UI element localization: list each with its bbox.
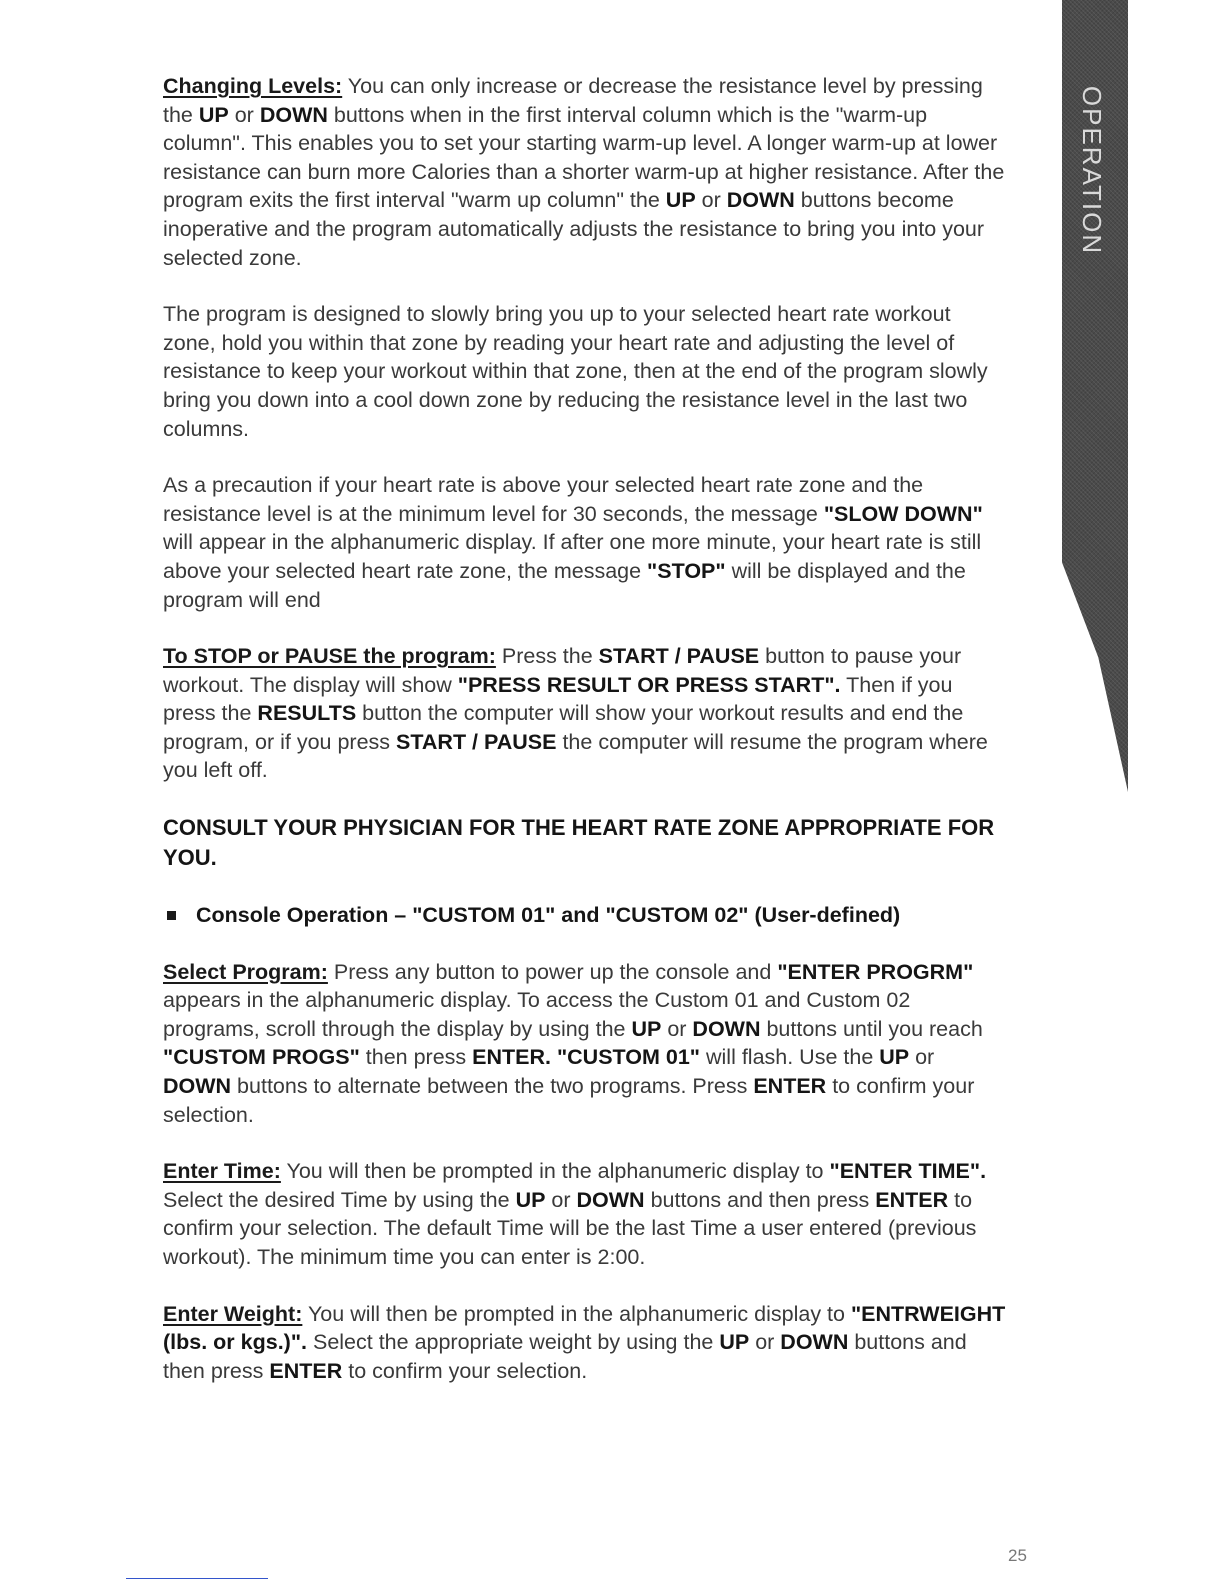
side-tab: [1064, 70, 1120, 270]
bold-run: "ENTER PROGRM": [777, 959, 974, 984]
bold-run: "ENTER TIME".: [829, 1159, 987, 1184]
bold-run: START / PAUSE: [396, 729, 557, 754]
text-run: You will then be prompted in the alphanumeric display to: [280, 1159, 830, 1184]
bold-run: UP: [719, 1330, 750, 1355]
console-operation-heading-text: Console Operation – "CUSTOM 01" and "CUSTOM 02" (User-defined): [196, 903, 901, 928]
text-run: to confirm your selection.: [342, 1358, 588, 1383]
paragraph-program-design: The program is designed to slowly bring you up to your selected heart rate workout zone, hold you within that zone by reading your heart rate and adjusting the level of resistance to keep your workout within that zone, then at the end of the program slowly bring you down into a cool down zone by reducing the resistance level in the last two columns.: [163, 302, 988, 441]
text-run: or: [661, 1016, 693, 1041]
bold-run: "CUSTOM PROGS": [163, 1045, 360, 1070]
bold-run: START / PAUSE: [598, 644, 760, 669]
text-run: will appear in the alphanumeric display. If after one more minute, your heart rate is still above your selected heart rate zone, the message: [163, 530, 982, 583]
bold-run: "STOP": [647, 558, 726, 583]
paragraph-changing-levels: [163, 72, 1008, 272]
bold-run: DOWN: [163, 1074, 232, 1099]
page-body: [163, 72, 1008, 1385]
side-tab-label: OPERATION: [1077, 85, 1108, 255]
text-run: As a precaution if your heart rate is above your selected heart rate zone and the resistance level is at the minimum level for 30 seconds, the message: [163, 473, 924, 526]
bold-run: DOWN: [259, 102, 328, 127]
page-number: 25: [1008, 1546, 1027, 1565]
heading-stop-pause: To STOP or PAUSE the program:: [163, 644, 496, 669]
bold-run: UP: [879, 1045, 910, 1070]
text-run: or: [228, 102, 260, 127]
text-run: Then if you press the: [163, 672, 953, 726]
console-operation-heading: [163, 901, 1008, 930]
text-run: Press any button to power up the console and: [327, 959, 778, 984]
text-run: then press: [359, 1045, 473, 1070]
text-run: to confirm your selection.: [163, 1074, 975, 1127]
heading-enter-weight: Enter Weight:: [163, 1301, 303, 1326]
bold-run: RESULTS: [257, 701, 357, 726]
bold-run: UP: [631, 1016, 662, 1041]
bold-run: "SLOW DOWN": [823, 501, 983, 526]
bold-run: "ENTRWEIGHT (lbs. or kgs.)".: [163, 1301, 1006, 1355]
bold-run: UP: [515, 1187, 546, 1212]
bold-run: ENTER: [753, 1074, 827, 1099]
text-run: button to pause your workout. The display will show: [163, 644, 962, 697]
paragraph-enter-weight: [163, 1300, 1008, 1386]
square-bullet-icon: [167, 911, 176, 920]
text-run: Select the desired Time by using the: [163, 1187, 516, 1212]
text-run: buttons to alternate between the two programs. Press: [231, 1074, 754, 1099]
bold-run: "PRESS RESULT OR PRESS START".: [457, 672, 841, 697]
heading-changing-levels: Changing Levels:: [163, 74, 343, 98]
bold-run: DOWN: [780, 1330, 849, 1355]
text-run: buttons and then press: [644, 1187, 876, 1212]
paragraph-stop-pause: [163, 642, 1008, 785]
text-run: or: [749, 1330, 781, 1355]
bold-run: ENTER. "CUSTOM 01": [472, 1045, 701, 1070]
text-run: buttons until you reach: [760, 1016, 983, 1041]
bold-run: DOWN: [576, 1187, 645, 1212]
text-run: will flash. Use the: [700, 1045, 880, 1070]
text-run: or: [909, 1045, 935, 1070]
text-run: Press the: [495, 644, 599, 669]
heading-enter-time: Enter Time:: [163, 1159, 281, 1184]
text-run: button the computer will show your workout results and end the program, or if you press: [163, 701, 964, 754]
bold-run: ENTER: [875, 1187, 949, 1212]
paragraph-precaution: [163, 471, 1008, 614]
text-run: You can only increase or decrease the resistance level by pressing the: [163, 74, 983, 127]
heading-select-program: Select Program:: [163, 959, 328, 984]
text-run: to confirm your selection. The default Time will be the last Time a user entered (previous workout). The minimum time you can enter is 2:00.: [163, 1187, 977, 1269]
text-run: the computer will resume the program where you left off.: [163, 729, 988, 783]
text-run: or: [695, 188, 727, 213]
text-run: buttons when in the first interval column which is the "warm-up column". This enables you to set your starting warm-up level. A longer warm-up at lower resistance can burn more Calories than a shorter warm-up at higher resistance. After the program exits the first interval "warm up column" the: [163, 102, 1005, 213]
bold-run: UP: [198, 102, 229, 127]
text-run: buttons become inoperative and the program automatically adjusts the resistance to bring you into your selected zone.: [163, 188, 985, 270]
bold-run: ENTER: [269, 1358, 343, 1383]
text-run: buttons and then press: [163, 1330, 967, 1383]
text-run: appears in the alphanumeric display. To access the Custom 01 and Custom 02 programs, scroll through the display by using the: [163, 988, 911, 1041]
footer-rule: [126, 1578, 268, 1579]
bold-run: DOWN: [692, 1016, 761, 1041]
text-run: You will then be prompted in the alphanumeric display to: [302, 1301, 851, 1326]
text-run: Select the appropriate weight by using the: [307, 1330, 720, 1355]
paragraph-select-program: [163, 958, 1008, 1130]
consult-physician-warning: CONSULT YOUR PHYSICIAN FOR THE HEART RATE ZONE APPROPRIATE FOR YOU.: [163, 815, 995, 871]
bold-run: UP: [665, 188, 696, 213]
paragraph-enter-time: [163, 1157, 1008, 1271]
text-run: will be displayed and the program will end: [163, 558, 966, 612]
text-run: or: [545, 1187, 577, 1212]
bold-run: DOWN: [726, 188, 795, 213]
